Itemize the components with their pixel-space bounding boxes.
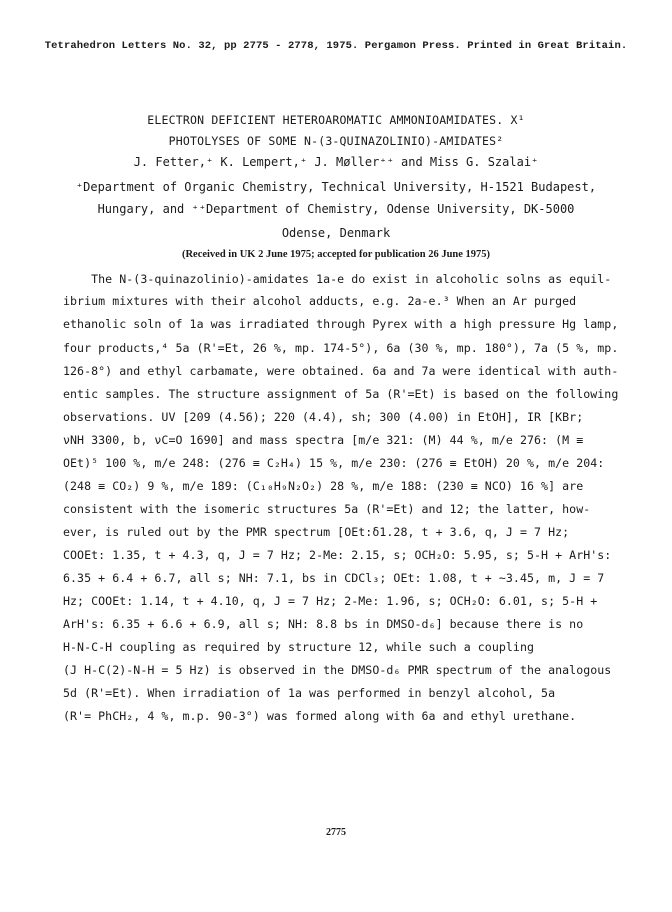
body-line-6: entic samples. The structure assignment of 5a (R'=Et) is based on the following — [63, 387, 619, 401]
body-line-11: consistent with the isomeric structures 5a (R'=Et) and 12; the latter, how- — [63, 502, 591, 516]
body-line-3: ethanolic soln of 1a was irradiated through Pyrex with a high pressure Hg lamp, — [63, 317, 619, 331]
body-line-15: Hz; COOEt: 1.14, t + 4.10, q, J = 7 Hz; 2-Me: 1.96, s; OCH₂O: 6.01, s; 5-H + — [63, 594, 598, 608]
body-line-5: 126-8°) and ethyl carbamate, were obtained. 6a and 7a were identical with auth- — [63, 364, 619, 378]
author-list: J. Fetter,⁺ K. Lempert,⁺ J. Møller⁺⁺ and Miss G. Szalai⁺ — [133, 155, 539, 169]
page-number: 2775 — [326, 827, 346, 838]
body-line-2: ibrium mixtures with their alcohol adducts, e.g. 2a-e.³ When an Ar purged — [63, 294, 577, 308]
affiliation-line-1: ⁺Department of Organic Chemistry, Technical University, H-1521 Budapest, — [75, 180, 597, 194]
body-line-7: observations. UV [209 (4.56); 220 (4.4), sh; 300 (4.00) in EtOH], IR [KBr; — [63, 410, 584, 424]
received-date-line: (Received in UK 2 June 1975; accepted for publication 26 June 1975) — [181, 249, 491, 260]
body-line-10: (248 ≡ CO₂) 9 %, m/e 189: (C₁₀H₉N₂O₂) 28 %, m/e 188: (230 ≡ NCO) 16 %] are — [63, 479, 584, 493]
body-line-1: The N-(3-quinazolinio)-amidates 1a-e do exist in alcoholic solns as equil- — [63, 272, 612, 286]
article-title-line-1: ELECTRON DEFICIENT HETEROAROMATIC AMMONIOAMIDATES. X¹ — [147, 113, 525, 127]
affiliation-line-2: Hungary, and ⁺⁺Department of Chemistry, Odense University, DK-5000 — [97, 202, 575, 216]
article-title-line-2: PHOTOLYSES OF SOME N-(3-QUINAZOLINIO)-AMIDATES² — [168, 134, 504, 148]
body-line-17: H-N-C-H coupling as required by structure 12, while such a coupling — [63, 640, 535, 654]
body-line-9: OEt)⁵ 100 %, m/e 248: (276 ≡ C₂H₄) 15 %, m/e 230: (276 ≡ EtOH) 20 %, m/e 204: — [63, 456, 605, 470]
body-line-14: 6.35 + 6.4 + 6.7, all s; NH: 7.1, bs in CDCl₃; OEt: 1.08, t + ~3.45, m, J = 7 — [63, 571, 605, 585]
journal-header: Tetrahedron Letters No. 32, pp 2775 - 2778, 1975. Pergamon Press. Printed in Great Britain. — [44, 40, 628, 52]
body-line-12: ever, is ruled out by the PMR spectrum [OEt:δ1.28, t + 3.6, q, J = 7 Hz; — [63, 525, 570, 539]
body-line-4: four products,⁴ 5a (R'=Et, 26 %, mp. 174-5°), 6a (30 %, mp. 180°), 7a (5 %, mp. — [63, 341, 619, 355]
body-line-19: 5d (R'=Et). When irradiation of 1a was performed in benzyl alcohol, 5a — [63, 686, 556, 700]
body-line-8: νNH 3300, b, νC=O 1690] and mass spectra [m/e 321: (M) 44 %, m/e 276: (M ≡ — [63, 433, 584, 447]
body-line-18: (J H-C(2)-N-H = 5 Hz) is observed in the DMSO-d₆ PMR spectrum of the analogous — [63, 663, 612, 677]
affiliation-line-3: Odense, Denmark — [281, 226, 391, 240]
body-line-16: ArH's: 6.35 + 6.6 + 6.9, all s; NH: 8.8 bs in DMSO-d₆] because there is no — [63, 617, 584, 631]
body-line-20: (R'= PhCH₂, 4 %, m.p. 90-3°) was formed along with 6a and ethyl urethane. — [63, 709, 577, 723]
body-line-13: COOEt: 1.35, t + 4.3, q, J = 7 Hz; 2-Me: 2.15, s; OCH₂O: 5.95, s; 5-H + ArH's: — [63, 548, 612, 562]
